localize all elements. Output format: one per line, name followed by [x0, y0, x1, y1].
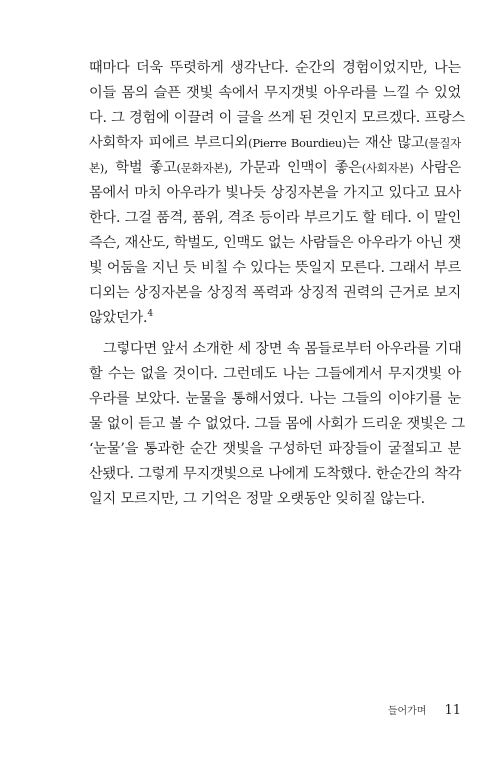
text-run: 사회학자 피에르 부르디외	[89, 135, 249, 151]
page-number: 11	[444, 703, 461, 718]
section-title: 들어가며	[387, 706, 427, 717]
annotation-run: (물질자	[424, 136, 461, 150]
text-run: 는 재산 많고	[346, 135, 425, 151]
text-line: 다. 그 경험에 이끌려 이 글을 쓰게 된 것인지 모르겠다. 프랑스	[89, 110, 465, 126]
text-line: 디외는 상징자본을 상징적 폭력과 상징적 권력의 근거로 보지	[89, 285, 461, 301]
text-line: 때마다 더욱 뚜렷하게 생각난다. 순간의 경험이었지만, 나는	[89, 60, 461, 76]
text-line: 한다. 그걸 품격, 품위, 격조 등이라 부르기도 할 테다. 이 말인	[89, 210, 461, 226]
body-text	[89, 56, 465, 512]
annotation-run: (Pierre Bourdieu)	[248, 136, 347, 150]
text-line: ‘눈물’을 통과한 순간 잿빛을 구성하던 파장들이 굴절되고 분	[89, 441, 461, 457]
text-line	[89, 306, 461, 331]
text-run: , 학벌 좋고	[104, 160, 177, 176]
text-line: 일지 모르지만, 그 기억은 정말 오랫동안 잊히질 않는다.	[89, 491, 425, 507]
text-run: , 가문과 인맥이 좋은	[228, 160, 362, 176]
annotation-run: 본)	[89, 161, 104, 175]
annotation-run: (사회자본)	[361, 161, 414, 175]
text-run: 사람은	[413, 160, 462, 176]
text-line: 우라를 보았다. 눈물을 통해서였다. 나는 그들의 이야기를 눈	[89, 391, 461, 407]
annotation-run: (문화자본)	[176, 161, 229, 175]
text-line	[89, 131, 461, 156]
text-line: 물 없이 듣고 볼 수 없었다. 그들 몸에 사회가 드리운 잿빛은 그	[89, 416, 465, 432]
text-line: 그렇다면 앞서 소개한 세 장면 속 몸들로부터 아우라를 기대	[103, 341, 462, 357]
text-line: 빛 어둠을 지닌 듯 비칠 수 있다는 뜻일지 모른다. 그래서 부르	[89, 260, 461, 276]
text-line: 산됐다. 그렇게 무지갯빛으로 나에게 도착했다. 한순간의 착각	[89, 466, 462, 482]
text-line: 즉슨, 재산도, 학벌도, 인맥도 없는 사람들은 아우라가 아닌 잿	[89, 235, 461, 251]
text-line: 할 수는 없을 것이다. 그런데도 나는 그들에게서 무지갯빛 아	[89, 366, 461, 382]
text-line: 이들 몸의 슬픈 잿빛 속에서 무지갯빛 아우라를 느낄 수 있었	[89, 85, 461, 101]
text-line	[89, 156, 461, 181]
text-line: 몸에서 마치 아우라가 빛나듯 상징자본을 가지고 있다고 묘사	[89, 185, 461, 201]
page-footer	[343, 702, 461, 722]
text-run: 않았던가.	[89, 310, 148, 326]
footnote-marker: 4	[147, 309, 153, 319]
